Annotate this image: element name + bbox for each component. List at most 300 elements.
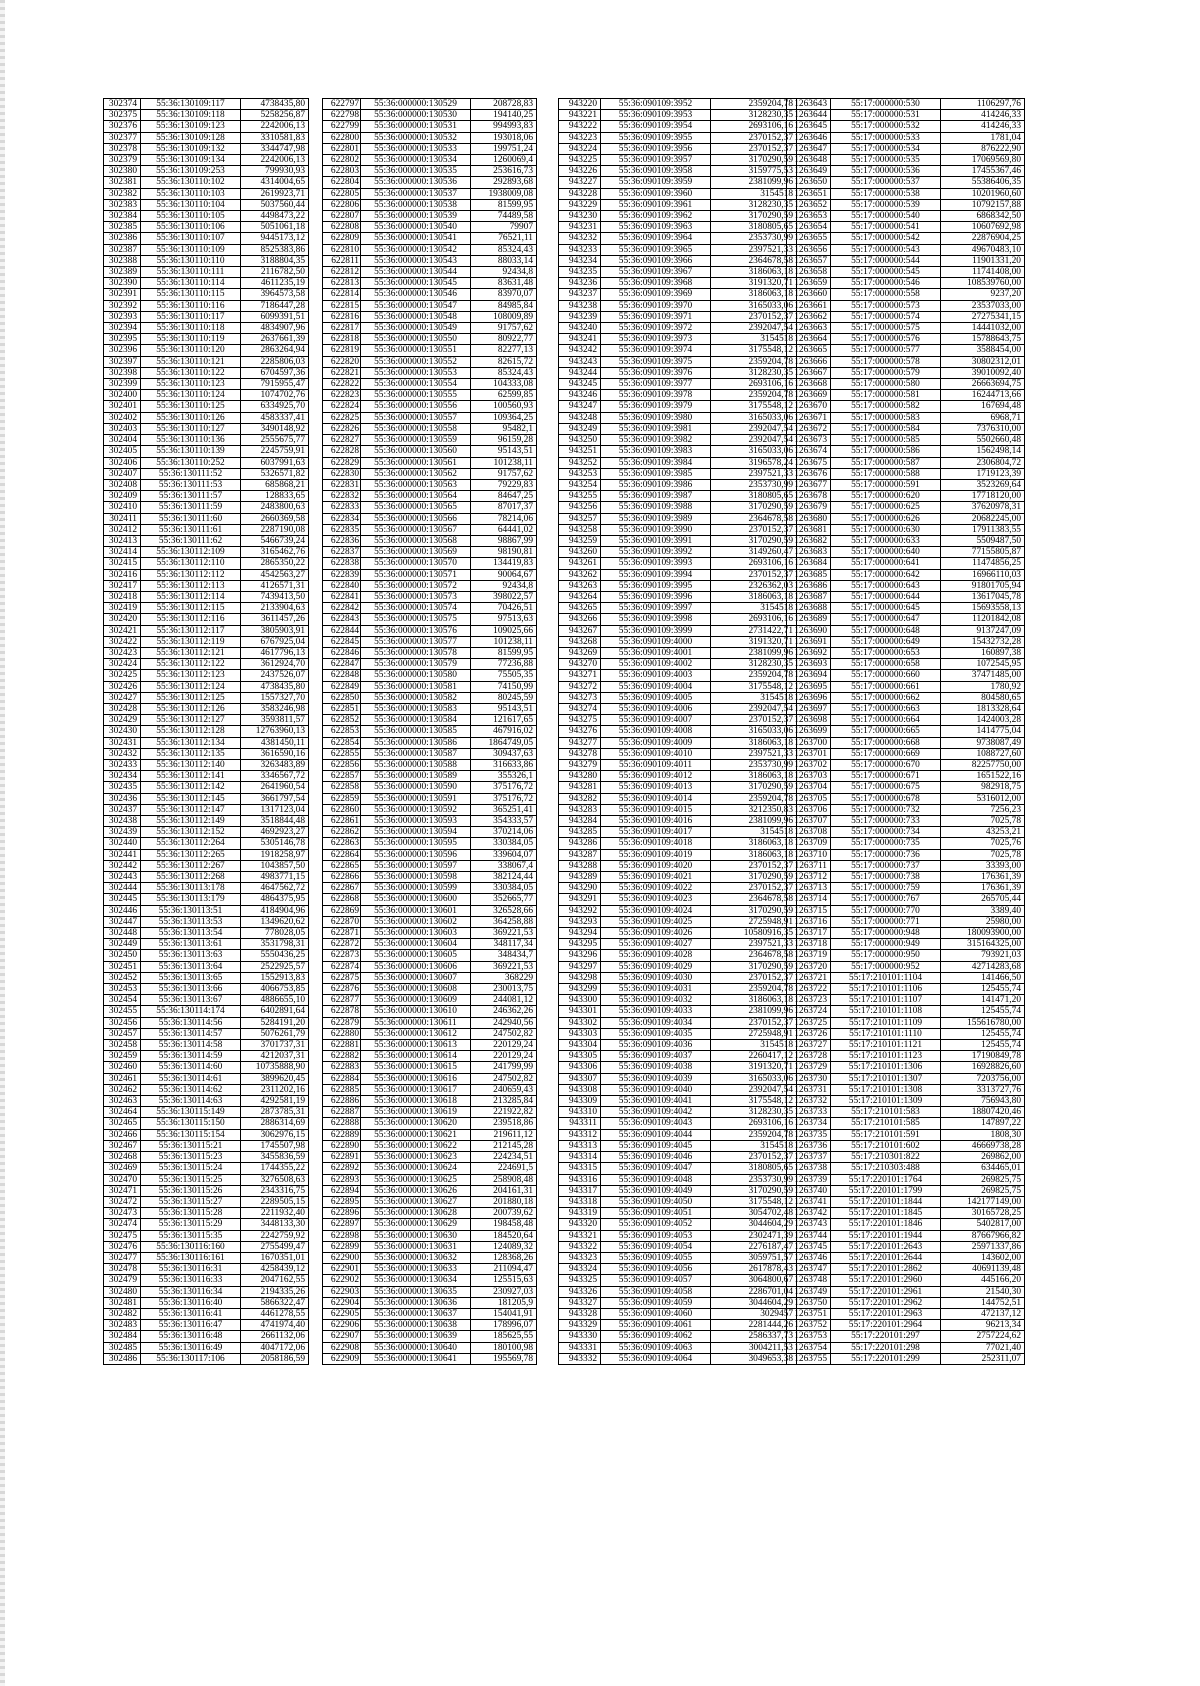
record-number-cell: 1263727 bbox=[787, 1040, 831, 1051]
record-number-cell: 1263692 bbox=[787, 647, 831, 658]
cadastral-number-cell: 55:36:090109:3991 bbox=[601, 535, 711, 546]
cadastral-value-cell: 98867,99 bbox=[471, 535, 537, 546]
cadastral-number-cell: 55:36:000000:130547 bbox=[361, 300, 471, 311]
cadastral-value-cell: 467916,02 bbox=[471, 726, 537, 737]
cadastral-number-cell: 55:36:130112:110 bbox=[141, 558, 241, 569]
cadastral-number-cell: 55:36:000000:130531 bbox=[361, 121, 471, 132]
table-row bbox=[559, 580, 797, 591]
record-number-cell: 622894 bbox=[323, 1185, 361, 1196]
cadastral-value-cell: 472137,12 bbox=[941, 1308, 1025, 1319]
table-row bbox=[323, 1286, 537, 1297]
record-number-cell: 943318 bbox=[559, 1196, 601, 1207]
cadastral-value-cell: 195569,78 bbox=[471, 1353, 537, 1364]
record-number-cell: 622823 bbox=[323, 390, 361, 401]
cadastral-value-cell: 3044604,29 bbox=[711, 1219, 797, 1230]
table-row bbox=[104, 1320, 309, 1331]
table-row bbox=[104, 390, 309, 401]
cadastral-value-cell: 2311202,16 bbox=[241, 1084, 309, 1095]
table-row bbox=[104, 950, 309, 961]
table-row bbox=[323, 155, 537, 166]
cadastral-number-cell: 55:36:130110:122 bbox=[141, 367, 241, 378]
cadastral-value-cell: 2370152,37 bbox=[711, 524, 797, 535]
register-table bbox=[322, 98, 537, 1365]
record-number-cell: 1263671 bbox=[787, 412, 831, 423]
record-number-cell: 943306 bbox=[559, 1062, 601, 1073]
cadastral-value-cell: 7376310,00 bbox=[941, 423, 1025, 434]
cadastral-value-cell: 2353730,99 bbox=[711, 1174, 797, 1185]
cadastral-number-cell: 55:36:000000:130537 bbox=[361, 188, 471, 199]
record-number-cell: 1263709 bbox=[787, 838, 831, 849]
record-number-cell: 943280 bbox=[559, 771, 601, 782]
record-number-cell: 1263707 bbox=[787, 816, 831, 827]
table-row bbox=[559, 1152, 797, 1163]
table-row bbox=[787, 771, 1025, 782]
cadastral-value-cell: 4314004,65 bbox=[241, 177, 309, 188]
table-row bbox=[787, 1096, 1025, 1107]
table-row bbox=[104, 255, 309, 266]
table-row bbox=[323, 1096, 537, 1107]
cadastral-value-cell: 77236,88 bbox=[471, 659, 537, 670]
table-row bbox=[559, 345, 797, 356]
cadastral-value-cell: 2437526,07 bbox=[241, 670, 309, 681]
register-table bbox=[558, 98, 797, 1365]
table-row bbox=[323, 591, 537, 602]
table-row bbox=[787, 255, 1025, 266]
table-row bbox=[323, 222, 537, 233]
cadastral-number-cell: 55:36:000000:130546 bbox=[361, 289, 471, 300]
cadastral-value-cell: 108539760,00 bbox=[941, 278, 1025, 289]
cadastral-value-cell: 194140,25 bbox=[471, 110, 537, 121]
cadastral-value-cell: 3346567,72 bbox=[241, 771, 309, 782]
cadastral-value-cell: 2392047,54 bbox=[711, 323, 797, 334]
cadastral-value-cell: 37471485,00 bbox=[941, 670, 1025, 681]
cadastral-value-cell: 3059751,57 bbox=[711, 1252, 797, 1263]
table-row bbox=[323, 1073, 537, 1084]
table-row bbox=[787, 1297, 1025, 1308]
cadastral-value-cell: 125515,63 bbox=[471, 1275, 537, 1286]
cadastral-value-cell: 247502,82 bbox=[471, 1073, 537, 1084]
cadastral-value-cell: 85324,43 bbox=[471, 244, 537, 255]
cadastral-number-cell: 55:36:000000:130616 bbox=[361, 1073, 471, 1084]
cadastral-value-cell: 2353730,99 bbox=[711, 233, 797, 244]
record-number-cell: 943327 bbox=[559, 1297, 601, 1308]
cadastral-number-cell: 55:36:090109:3973 bbox=[601, 334, 711, 345]
cadastral-value-cell: 2285806,03 bbox=[241, 356, 309, 367]
table-row bbox=[104, 1017, 309, 1028]
register-table-body bbox=[323, 99, 537, 1365]
cadastral-number-cell: 55:36:130110:120 bbox=[141, 345, 241, 356]
cadastral-value-cell: 2661132,06 bbox=[241, 1331, 309, 1342]
cadastral-number-cell: 55:36:090109:3954 bbox=[601, 121, 711, 132]
record-number-cell: 943320 bbox=[559, 1219, 601, 1230]
cadastral-value-cell: 4738435,80 bbox=[241, 99, 309, 110]
cadastral-number-cell: 55:17:210101:1109 bbox=[831, 1017, 941, 1028]
cadastral-number-cell: 55:36:130111:61 bbox=[141, 524, 241, 535]
table-row bbox=[559, 759, 797, 770]
record-number-cell: 302419 bbox=[104, 603, 141, 614]
cadastral-number-cell: 55:17:000000:640 bbox=[831, 547, 941, 558]
cadastral-value-cell: 3583246,98 bbox=[241, 703, 309, 714]
record-number-cell: 622867 bbox=[323, 883, 361, 894]
cadastral-value-cell: 43253,21 bbox=[941, 827, 1025, 838]
cadastral-value-cell: 3191320,71 bbox=[711, 636, 797, 647]
record-number-cell: 1263708 bbox=[787, 827, 831, 838]
cadastral-value-cell: 5509487,50 bbox=[941, 535, 1025, 546]
cadastral-value-cell: 83631,48 bbox=[471, 278, 537, 289]
cadastral-number-cell: 55:17:220101:2960 bbox=[831, 1275, 941, 1286]
cadastral-number-cell: 55:36:000000:130563 bbox=[361, 479, 471, 490]
cadastral-number-cell: 55:36:130112:267 bbox=[141, 860, 241, 871]
record-number-cell: 622856 bbox=[323, 759, 361, 770]
table-row bbox=[559, 659, 797, 670]
record-number-cell: 622831 bbox=[323, 479, 361, 490]
cadastral-number-cell: 55:17:000000:678 bbox=[831, 793, 941, 804]
table-row bbox=[104, 211, 309, 222]
cadastral-number-cell: 55:17:210101:1104 bbox=[831, 972, 941, 983]
table-row bbox=[787, 99, 1025, 110]
table-row bbox=[559, 972, 797, 983]
record-number-cell: 302472 bbox=[104, 1196, 141, 1207]
cadastral-value-cell: 7025,78 bbox=[941, 849, 1025, 860]
record-number-cell: 302385 bbox=[104, 222, 141, 233]
cadastral-number-cell: 55:17:210101:1306 bbox=[831, 1062, 941, 1073]
table-row bbox=[323, 636, 537, 647]
cadastral-number-cell: 55:36:000000:130556 bbox=[361, 401, 471, 412]
cadastral-number-cell: 55:36:000000:130574 bbox=[361, 603, 471, 614]
record-number-cell: 943246 bbox=[559, 390, 601, 401]
record-number-cell: 302417 bbox=[104, 580, 141, 591]
cadastral-value-cell: 5402817,00 bbox=[941, 1219, 1025, 1230]
table-row bbox=[104, 591, 309, 602]
record-number-cell: 943240 bbox=[559, 323, 601, 334]
cadastral-number-cell: 55:36:130113:67 bbox=[141, 995, 241, 1006]
table-row bbox=[104, 166, 309, 177]
table-row bbox=[559, 816, 797, 827]
record-number-cell: 302480 bbox=[104, 1286, 141, 1297]
table-row bbox=[323, 1028, 537, 1039]
cadastral-number-cell: 55:36:090109:4016 bbox=[601, 816, 711, 827]
record-number-cell: 622832 bbox=[323, 491, 361, 502]
cadastral-number-cell: 55:36:090109:3992 bbox=[601, 547, 711, 558]
cadastral-number-cell: 55:36:000000:130615 bbox=[361, 1062, 471, 1073]
cadastral-number-cell: 55:36:000000:130538 bbox=[361, 199, 471, 210]
cadastral-value-cell: 109025,66 bbox=[471, 625, 537, 636]
table-row bbox=[323, 211, 537, 222]
cadastral-number-cell: 55:36:130115:29 bbox=[141, 1219, 241, 1230]
cadastral-number-cell: 55:36:090109:4053 bbox=[601, 1230, 711, 1241]
cadastral-value-cell: 2586337,73 bbox=[711, 1331, 797, 1342]
cadastral-value-cell: 3611457,26 bbox=[241, 614, 309, 625]
record-number-cell: 943314 bbox=[559, 1152, 601, 1163]
record-number-cell: 1263717 bbox=[787, 928, 831, 939]
table-row bbox=[104, 883, 309, 894]
cadastral-number-cell: 55:17:210101:585 bbox=[831, 1118, 941, 1129]
cadastral-number-cell: 55:36:090109:4010 bbox=[601, 748, 711, 759]
table-row bbox=[787, 726, 1025, 737]
record-number-cell: 1263705 bbox=[787, 793, 831, 804]
table-row bbox=[787, 647, 1025, 658]
table-row bbox=[787, 199, 1025, 210]
cadastral-value-cell: 1260069,4 bbox=[471, 155, 537, 166]
table-row bbox=[104, 1185, 309, 1196]
table-row bbox=[787, 1353, 1025, 1364]
cadastral-value-cell: 1780,92 bbox=[941, 681, 1025, 692]
table-row bbox=[104, 984, 309, 995]
table-row bbox=[104, 1241, 309, 1252]
table-row bbox=[104, 1152, 309, 1163]
cadastral-value-cell: 3049653,38 bbox=[711, 1353, 797, 1364]
cadastral-value-cell: 10735888,90 bbox=[241, 1062, 309, 1073]
table-row bbox=[787, 1163, 1025, 1174]
cadastral-number-cell: 55:36:130116:161 bbox=[141, 1252, 241, 1263]
record-number-cell: 622841 bbox=[323, 591, 361, 602]
table-row bbox=[787, 950, 1025, 961]
cadastral-value-cell: 100560,93 bbox=[471, 401, 537, 412]
table-row bbox=[104, 244, 309, 255]
cadastral-number-cell: 55:36:090109:4017 bbox=[601, 827, 711, 838]
table-row bbox=[787, 1219, 1025, 1230]
cadastral-value-cell: 1106297,76 bbox=[941, 99, 1025, 110]
record-number-cell: 622878 bbox=[323, 1006, 361, 1017]
cadastral-number-cell: 55:36:000000:130588 bbox=[361, 759, 471, 770]
cadastral-value-cell: 3186063,18 bbox=[711, 771, 797, 782]
cadastral-number-cell: 55:36:130110:115 bbox=[141, 289, 241, 300]
record-number-cell: 943279 bbox=[559, 759, 601, 770]
cadastral-value-cell: 25971337,86 bbox=[941, 1241, 1025, 1252]
cadastral-number-cell: 55:36:130111:60 bbox=[141, 513, 241, 524]
cadastral-value-cell: 204161,31 bbox=[471, 1185, 537, 1196]
table-row bbox=[323, 267, 537, 278]
cadastral-value-cell: 330384,05 bbox=[471, 883, 537, 894]
cadastral-number-cell: 55:36:130112:116 bbox=[141, 614, 241, 625]
cadastral-value-cell: 30802312,01 bbox=[941, 356, 1025, 367]
cadastral-value-cell: 3170290,59 bbox=[711, 1185, 797, 1196]
cadastral-value-cell: 315164325,00 bbox=[941, 939, 1025, 950]
record-number-cell: 1263679 bbox=[787, 502, 831, 513]
cadastral-value-cell: 338067,4 bbox=[471, 860, 537, 871]
record-number-cell: 622901 bbox=[323, 1264, 361, 1275]
record-number-cell: 1263655 bbox=[787, 233, 831, 244]
table-row bbox=[787, 793, 1025, 804]
cadastral-number-cell: 55:36:130115:24 bbox=[141, 1163, 241, 1174]
cadastral-number-cell: 55:36:130113:53 bbox=[141, 916, 241, 927]
cadastral-value-cell: 18807420,46 bbox=[941, 1107, 1025, 1118]
cadastral-number-cell: 55:36:130113:65 bbox=[141, 972, 241, 983]
cadastral-value-cell: 4258439,12 bbox=[241, 1264, 309, 1275]
record-number-cell: 1263693 bbox=[787, 659, 831, 670]
table-row bbox=[104, 199, 309, 210]
record-number-cell: 302397 bbox=[104, 356, 141, 367]
cadastral-number-cell: 55:36:000000:130561 bbox=[361, 457, 471, 468]
cadastral-value-cell: 2693106,16 bbox=[711, 1118, 797, 1129]
cadastral-value-cell: 7256,23 bbox=[941, 804, 1025, 815]
record-number-cell: 302443 bbox=[104, 872, 141, 883]
table-row bbox=[787, 535, 1025, 546]
record-number-cell: 1263669 bbox=[787, 390, 831, 401]
cadastral-number-cell: 55:36:000000:130611 bbox=[361, 1017, 471, 1028]
record-number-cell: 622904 bbox=[323, 1297, 361, 1308]
cadastral-value-cell: 2353730,99 bbox=[711, 759, 797, 770]
cadastral-number-cell: 55:36:130112:124 bbox=[141, 681, 241, 692]
cadastral-value-cell: 15788643,75 bbox=[941, 334, 1025, 345]
record-number-cell: 1263687 bbox=[787, 591, 831, 602]
table-row bbox=[787, 1264, 1025, 1275]
cadastral-value-cell: 3154518 bbox=[711, 692, 797, 703]
table-row bbox=[323, 1017, 537, 1028]
table-row bbox=[559, 1006, 797, 1017]
table-row bbox=[323, 401, 537, 412]
table-row bbox=[559, 1073, 797, 1084]
cadastral-number-cell: 55:36:130110:103 bbox=[141, 188, 241, 199]
table-row bbox=[559, 278, 797, 289]
table-row bbox=[323, 1062, 537, 1073]
cadastral-value-cell: 97513,63 bbox=[471, 614, 537, 625]
table-row bbox=[787, 390, 1025, 401]
record-number-cell: 622861 bbox=[323, 816, 361, 827]
table-row bbox=[559, 1230, 797, 1241]
cadastral-number-cell: 55:36:090109:4031 bbox=[601, 984, 711, 995]
table-row bbox=[323, 1140, 537, 1151]
cadastral-value-cell: 3165033,06 bbox=[711, 446, 797, 457]
cadastral-number-cell: 55:36:000000:130545 bbox=[361, 278, 471, 289]
cadastral-value-cell: 17911383,55 bbox=[941, 524, 1025, 535]
table-row bbox=[104, 188, 309, 199]
record-number-cell: 943238 bbox=[559, 300, 601, 311]
record-number-cell: 1263710 bbox=[787, 849, 831, 860]
cadastral-number-cell: 55:17:220101:1845 bbox=[831, 1208, 941, 1219]
cadastral-number-cell: 55:36:090109:4021 bbox=[601, 872, 711, 883]
table-row bbox=[787, 1051, 1025, 1062]
cadastral-value-cell: 2364678,58 bbox=[711, 894, 797, 905]
record-number-cell: 943312 bbox=[559, 1129, 601, 1140]
cadastral-value-cell: 1864749,05 bbox=[471, 737, 537, 748]
cadastral-number-cell: 55:36:130112:142 bbox=[141, 782, 241, 793]
cadastral-value-cell: 4611235,19 bbox=[241, 278, 309, 289]
cadastral-number-cell: 55:17:000000:642 bbox=[831, 569, 941, 580]
cadastral-value-cell: 180100,98 bbox=[471, 1342, 537, 1353]
table-row bbox=[104, 379, 309, 390]
cadastral-number-cell: 55:36:130109:118 bbox=[141, 110, 241, 121]
cadastral-value-cell: 3064800,67 bbox=[711, 1275, 797, 1286]
table-row bbox=[323, 99, 537, 110]
record-number-cell: 302414 bbox=[104, 547, 141, 558]
cadastral-number-cell: 55:36:000000:130552 bbox=[361, 356, 471, 367]
cadastral-number-cell: 55:36:090109:3956 bbox=[601, 143, 711, 154]
record-number-cell: 622848 bbox=[323, 670, 361, 681]
table-row bbox=[787, 905, 1025, 916]
table-row bbox=[559, 177, 797, 188]
cadastral-number-cell: 55:36:130112:268 bbox=[141, 872, 241, 883]
cadastral-number-cell: 55:36:090109:3978 bbox=[601, 390, 711, 401]
cadastral-value-cell: 3196578,24 bbox=[711, 457, 797, 468]
record-number-cell: 1263745 bbox=[787, 1241, 831, 1252]
record-number-cell: 302410 bbox=[104, 502, 141, 513]
table-row bbox=[559, 132, 797, 143]
cadastral-number-cell: 55:17:000000:575 bbox=[831, 323, 941, 334]
cadastral-value-cell: 1745507,98 bbox=[241, 1140, 309, 1151]
cadastral-number-cell: 55:36:000000:130607 bbox=[361, 972, 471, 983]
table-row bbox=[787, 1118, 1025, 1129]
table-row bbox=[323, 334, 537, 345]
cadastral-value-cell: 5284191,20 bbox=[241, 1017, 309, 1028]
table-row bbox=[323, 468, 537, 479]
table-row bbox=[787, 513, 1025, 524]
cadastral-value-cell: 3170290,59 bbox=[711, 155, 797, 166]
cadastral-number-cell: 55:36:000000:130590 bbox=[361, 782, 471, 793]
record-number-cell: 622854 bbox=[323, 737, 361, 748]
cadastral-number-cell: 55:36:000000:130608 bbox=[361, 984, 471, 995]
record-number-cell: 943316 bbox=[559, 1174, 601, 1185]
cadastral-number-cell: 55:17:000000:736 bbox=[831, 849, 941, 860]
record-number-cell: 622876 bbox=[323, 984, 361, 995]
table-row bbox=[559, 435, 797, 446]
table-row bbox=[323, 1252, 537, 1263]
cadastral-number-cell: 55:36:090109:4033 bbox=[601, 1006, 711, 1017]
table-row bbox=[559, 916, 797, 927]
table-row bbox=[787, 502, 1025, 513]
cadastral-value-cell: 3128230,35 bbox=[711, 199, 797, 210]
record-number-cell: 1263644 bbox=[787, 110, 831, 121]
cadastral-value-cell: 10201960,60 bbox=[941, 188, 1025, 199]
table-row bbox=[104, 1252, 309, 1263]
cadastral-value-cell: 81599,95 bbox=[471, 199, 537, 210]
cadastral-number-cell: 55:36:090109:3961 bbox=[601, 199, 711, 210]
cadastral-value-cell: 2302471,39 bbox=[711, 1230, 797, 1241]
record-number-cell: 943257 bbox=[559, 513, 601, 524]
cadastral-number-cell: 55:36:000000:130640 bbox=[361, 1342, 471, 1353]
cadastral-number-cell: 55:17:000000:641 bbox=[831, 558, 941, 569]
cadastral-value-cell: 3448133,30 bbox=[241, 1219, 309, 1230]
table-row bbox=[787, 468, 1025, 479]
record-number-cell: 302404 bbox=[104, 435, 141, 446]
cadastral-value-cell: 2725948,91 bbox=[711, 1028, 797, 1039]
table-row bbox=[104, 1297, 309, 1308]
cadastral-value-cell: 199751,24 bbox=[471, 143, 537, 154]
table-row bbox=[559, 726, 797, 737]
cadastral-number-cell: 55:36:000000:130533 bbox=[361, 143, 471, 154]
record-number-cell: 1263722 bbox=[787, 984, 831, 995]
record-number-cell: 1263658 bbox=[787, 267, 831, 278]
cadastral-number-cell: 55:17:000000:620 bbox=[831, 491, 941, 502]
cadastral-value-cell: 2289505,15 bbox=[241, 1196, 309, 1207]
record-number-cell: 302386 bbox=[104, 233, 141, 244]
table-row bbox=[787, 401, 1025, 412]
cadastral-value-cell: 2755499,47 bbox=[241, 1241, 309, 1252]
record-number-cell: 943297 bbox=[559, 961, 601, 972]
cadastral-number-cell: 55:36:130112:264 bbox=[141, 838, 241, 849]
record-number-cell: 302471 bbox=[104, 1185, 141, 1196]
table-row bbox=[104, 222, 309, 233]
cadastral-number-cell: 55:36:090109:3964 bbox=[601, 233, 711, 244]
record-number-cell: 302415 bbox=[104, 558, 141, 569]
cadastral-number-cell: 55:17:000000:649 bbox=[831, 636, 941, 647]
cadastral-number-cell: 55:17:220101:1764 bbox=[831, 1174, 941, 1185]
cadastral-value-cell: 2483800,63 bbox=[241, 502, 309, 513]
record-number-cell: 943286 bbox=[559, 838, 601, 849]
table-row bbox=[323, 603, 537, 614]
cadastral-value-cell: 364258,88 bbox=[471, 916, 537, 927]
table-row bbox=[787, 446, 1025, 457]
table-row bbox=[104, 670, 309, 681]
cadastral-value-cell: 75505,35 bbox=[471, 670, 537, 681]
table-row bbox=[787, 748, 1025, 759]
cadastral-value-cell: 1557327,70 bbox=[241, 692, 309, 703]
record-number-cell: 302451 bbox=[104, 961, 141, 972]
cadastral-value-cell: 4542563,27 bbox=[241, 569, 309, 580]
cadastral-value-cell: 2370152,37 bbox=[711, 883, 797, 894]
table-row bbox=[104, 603, 309, 614]
record-number-cell: 1263753 bbox=[787, 1331, 831, 1342]
